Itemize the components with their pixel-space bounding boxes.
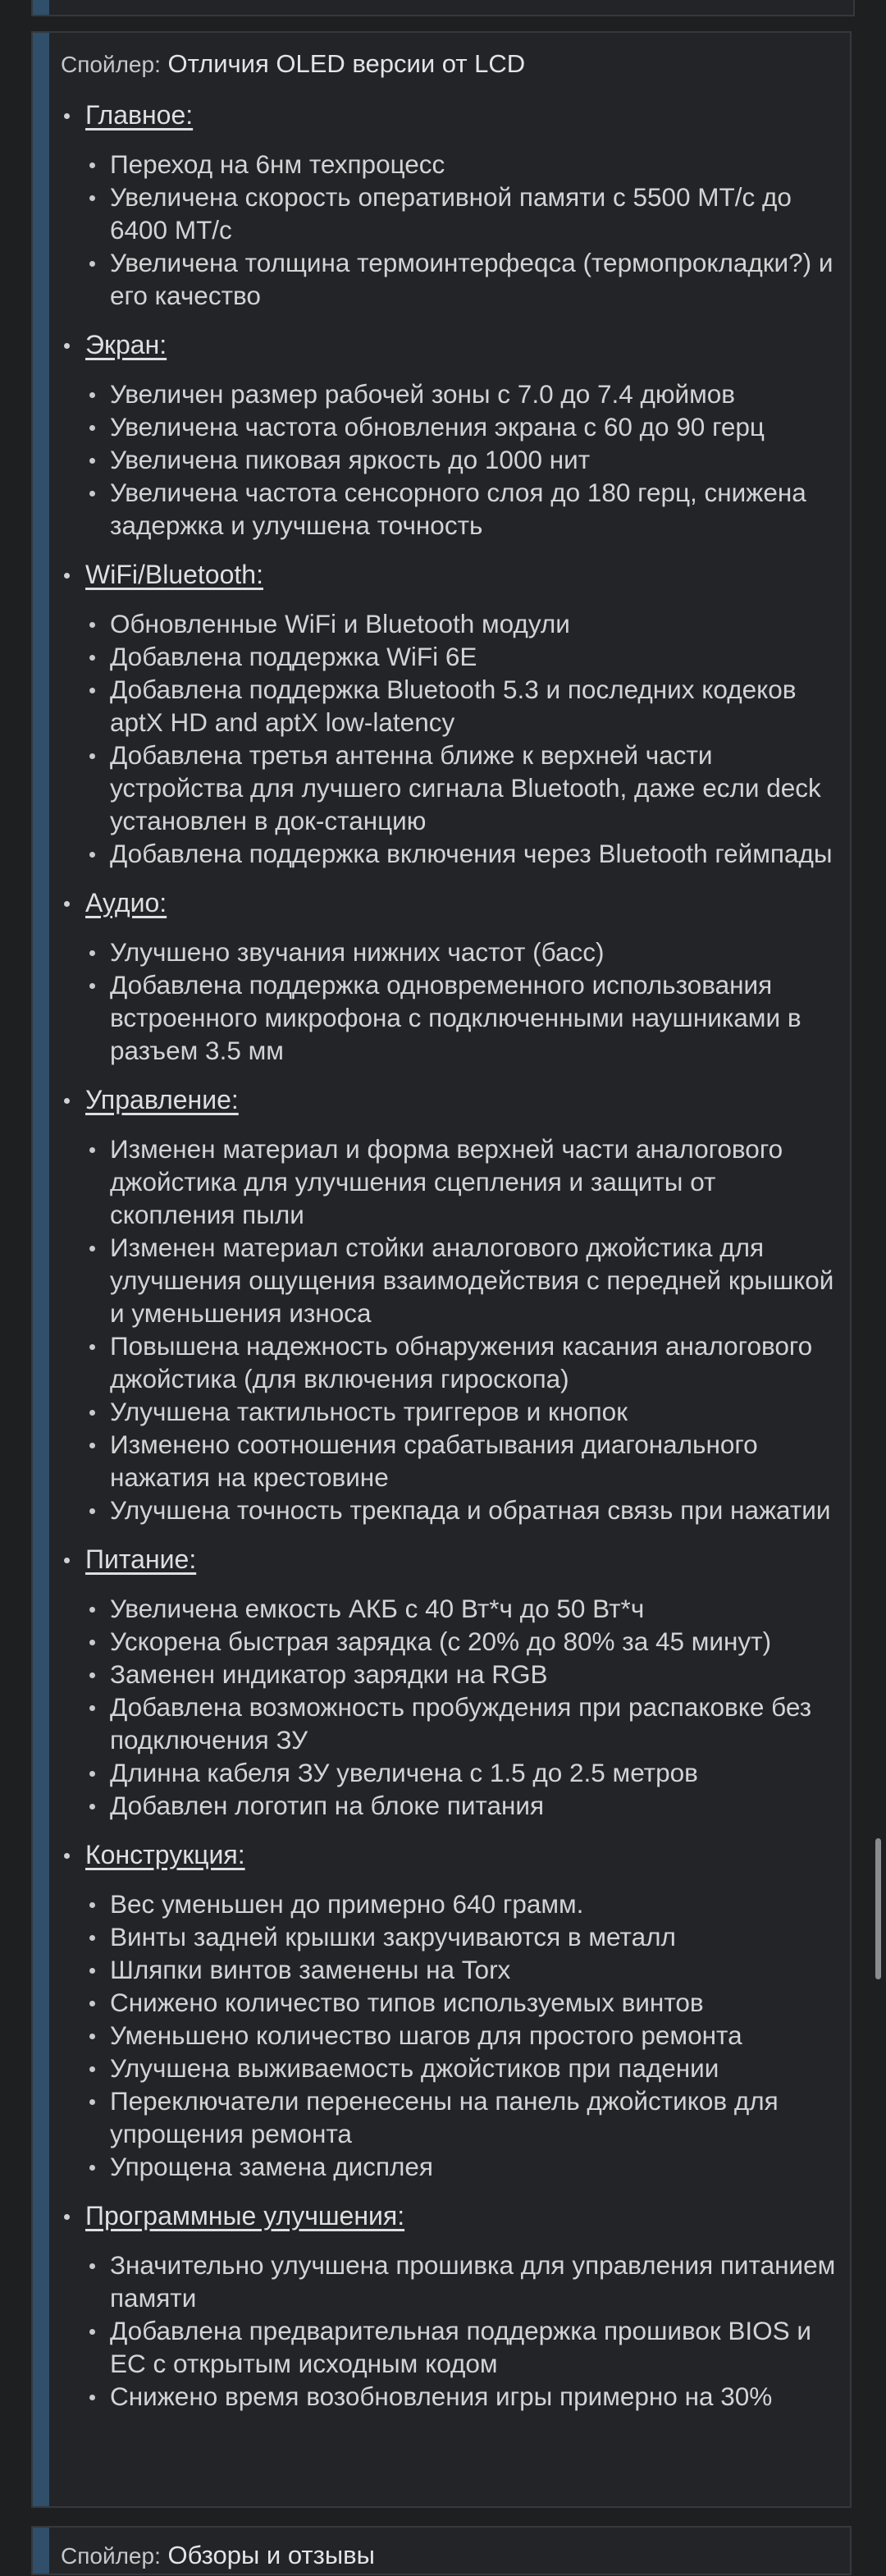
section	[61, 558, 842, 870]
list-item: Переключатели перенесены на панель джойстиков для упрощения ремонта	[85, 2084, 842, 2150]
list-item: Упрощена замена дисплея	[85, 2150, 842, 2183]
list-item: Улучшено звучания нижних частот (басс)	[85, 936, 842, 968]
section	[61, 886, 842, 1067]
list-item: Винты задней крышки закручиваются в металл	[85, 1920, 842, 1953]
spoiler-reviews	[31, 2526, 852, 2575]
list-item: Переход на 6нм техпроцесс	[85, 148, 842, 181]
list-item: Обновленные WiFi и Bluetooth модули	[85, 607, 842, 640]
section	[61, 2199, 842, 2413]
list-item: Изменен материал и форма верхней части аналогового джойстика для улучшения сцепления и защиты от скопления пыли	[85, 1132, 842, 1231]
list-item: Изменено соотношения срабатывания диагонального нажатия на крестовине	[85, 1428, 842, 1494]
section-items	[85, 148, 842, 312]
list-item: Шляпки винтов заменены на Torx	[85, 1953, 842, 1986]
list-item: Изменен материал стойки аналогового джойстика для улучшения ощущения взаимодействия с передней крышкой и уменьшения износа	[85, 1231, 842, 1329]
section-title: Экран:	[85, 330, 167, 359]
spoiler-title: Отличия OLED версии от LCD	[167, 49, 526, 78]
section-title: Питание:	[85, 1544, 197, 1574]
section-title: Главное:	[85, 100, 194, 130]
list-item: Добавлена предварительная поддержка прошивок BIOS и EC с открытым исходным кодом	[85, 2314, 842, 2380]
list-item: Увеличена скорость оперативной памяти с 5500 МТ/с до 6400 МТ/с	[85, 181, 842, 246]
list-item: Заменен индикатор зарядки на RGB	[85, 1658, 842, 1691]
list-item: Уменьшено количество шагов для простого ремонта	[85, 2019, 842, 2052]
section-items	[85, 1132, 842, 1526]
section	[61, 1543, 842, 1822]
spoiler-prefix: Спойлер:	[61, 52, 161, 77]
spoiler-accent-bar	[33, 2528, 49, 2574]
section-items	[85, 2249, 842, 2413]
list-item: Увеличен размер рабочей зоны с 7.0 до 7.4 дюймов	[85, 377, 842, 410]
list-item: Увеличена пиковая яркость до 1000 нит	[85, 443, 842, 476]
section-title: Аудио:	[85, 888, 167, 917]
spoiler-accent-bar	[33, 33, 49, 2506]
list-item: Добавлена поддержка одновременного использования встроенного микрофона с подключенными наушниками в разъем 3.5 мм	[85, 968, 842, 1067]
list-item: Ускорена быстрая зарядка (с 20% до 80% за 45 минут)	[85, 1625, 842, 1658]
list-item: Повышена надежность обнаружения касания аналогового джойстика (для включения гироскопа)	[85, 1329, 842, 1395]
scrollbar-thumb[interactable]	[875, 1838, 881, 1979]
section-title: Управление:	[85, 1085, 239, 1114]
section-items	[85, 936, 842, 1067]
section-title: Программные улучшения:	[85, 2201, 405, 2231]
section	[61, 1838, 842, 2183]
section	[61, 328, 842, 542]
list-item: Улучшена тактильность триггеров и кнопок	[85, 1395, 842, 1428]
list-item: Улучшена точность трекпада и обратная связь при нажатии	[85, 1494, 842, 1526]
section-items	[85, 1592, 842, 1822]
spoiler-prefix: Спойлер:	[61, 2543, 161, 2569]
section-list	[61, 98, 842, 2413]
list-item: Длинна кабеля ЗУ увеличена с 1.5 до 2.5 метров	[85, 1756, 842, 1789]
spoiler-title: Обзоры и отзывы	[167, 2541, 375, 2569]
spoiler-header[interactable]	[61, 2536, 375, 2575]
list-item: Снижено количество типов используемых винтов	[85, 1986, 842, 2019]
section-title: WiFi/Bluetooth:	[85, 560, 263, 589]
list-item: Улучшена выживаемость джойстиков при падении	[85, 2052, 842, 2084]
spoiler-content	[61, 44, 842, 2429]
list-item: Добавлена возможность пробуждения при распаковке без подключения ЗУ	[85, 1691, 842, 1756]
section-title: Конструкция:	[85, 1840, 245, 1869]
list-item: Значительно улучшена прошивка для управления питанием памяти	[85, 2249, 842, 2314]
list-item: Добавлена поддержка Bluetooth 5.3 и последних кодеков aptX HD and aptX low-latency	[85, 673, 842, 739]
list-item: Увеличена частота сенсорного слоя до 180 герц, снижена задержка и улучшена точность	[85, 476, 842, 542]
section	[61, 1083, 842, 1526]
previous-spoiler-block	[31, 0, 855, 16]
list-item: Вес уменьшен до примерно 640 грамм.	[85, 1887, 842, 1920]
section-items	[85, 377, 842, 542]
list-item: Добавлен логотип на блоке питания	[85, 1789, 842, 1822]
section-items	[85, 607, 842, 870]
spoiler-header[interactable]	[61, 44, 842, 84]
list-item: Увеличена емкость АКБ с 40 Вт*ч до 50 Вт*ч	[85, 1592, 842, 1625]
spoiler-oled-vs-lcd	[31, 31, 852, 2508]
list-item: Добавлена третья антенна ближе к верхней части устройства для лучшего сигнала Bluetooth, даже если deck установлен в док-станцию	[85, 739, 842, 837]
list-item: Увеличена толщина термоинтерфеqса (термопрокладки?) и его качество	[85, 246, 842, 312]
list-item: Добавлена поддержка WiFi 6E	[85, 640, 842, 673]
spoiler-accent-bar	[33, 0, 49, 15]
section-items	[85, 1887, 842, 2183]
section	[61, 98, 842, 312]
list-item: Снижено время возобновления игры примерно на 30%	[85, 2380, 842, 2413]
list-item: Добавлена поддержка включения через Bluetooth геймпады	[85, 837, 842, 870]
list-item: Увеличена частота обновления экрана с 60 до 90 герц	[85, 410, 842, 443]
